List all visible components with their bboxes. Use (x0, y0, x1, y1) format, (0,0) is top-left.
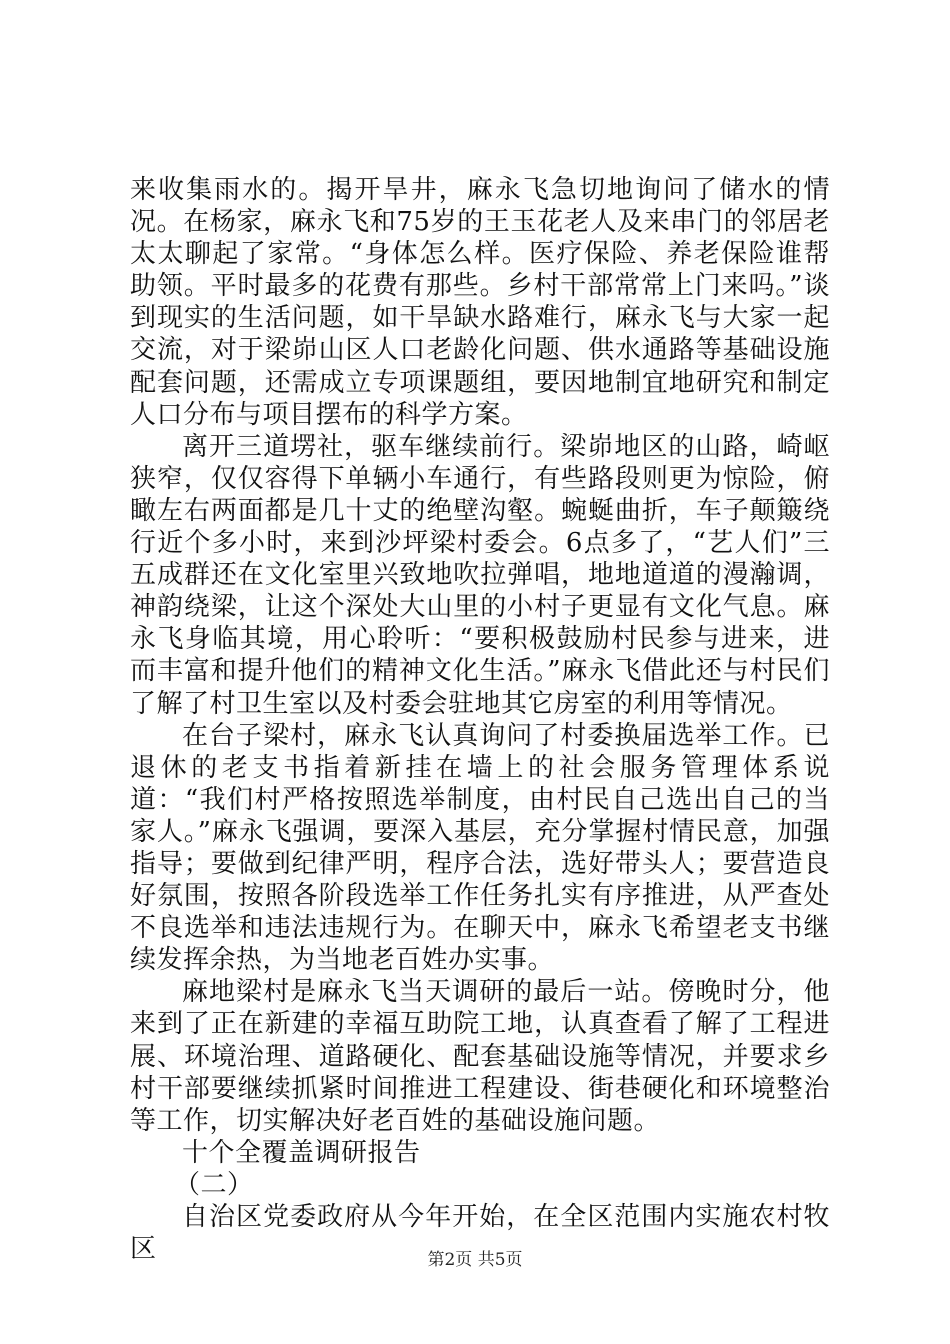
section-number: （二） (174, 1169, 254, 1200)
paragraph-1: 来收集雨水的。揭开旱井，麻永飞急切地询问了储水的情况。在杨家，麻永飞和75岁的王玉花老人及来串门的邻居老太太聊起了家常。“身体怎么样。医疗保险、养老保险谁帮助领。平时最多的花费有那些。乡村干部常常上门来吗。”谈到现实的生活问题，如干旱缺水路难行，麻永飞与大家一起交流，对于梁峁山区人口老龄化问题、供水通路等基础设施配套问题，还需成立专项课题组，要因地制宜地研究和制定人口分布与项目摆布的科学方案。 (130, 175, 830, 430)
section-title: 十个全覆盖调研报告 (182, 1137, 421, 1168)
paragraph-3: 在台子梁村，麻永飞认真询问了村委换届选举工作。已退休的老支书指着新挂在墙上的社会服务管理体系说道：“我们村严格按照选举制度，由村民自己选出自己的当家人。”麻永飞强调，要深入基层，充分掌握村情民意，加强指导；要做到纪律严明，程序合法，选好带头人；要营造良好氛围，按照各阶段选举工作任务扎实有序推进，从严查处不良选举和违法违规行为。在聊天中，麻永飞希望老支书继续发挥余热，为当地老百姓办实事。 (130, 720, 830, 976)
page-footer: 第2页 共5页 (427, 1250, 523, 1270)
closing-paragraph: 自治区党委政府从今年开始，在全区范围内实施农村牧区 (130, 1202, 830, 1265)
paragraph-4: 麻地梁村是麻永飞当天调研的最后一站。傍晚时分，他来到了正在新建的幸福互助院工地，认真查看了解了工程进展、环境治理、道路硬化、配套基础设施等情况，并要求乡村干部要继续抓紧时间推进工程建设、街巷硬化和环境整治等工作，切实解决好老百姓的基础设施问题。 (130, 977, 830, 1136)
document-body (130, 174, 830, 1265)
paragraph-2: 离开三道塄社，驱车继续前行。梁峁地区的山路，崎岖狭窄，仅仅容得下单辆小车通行，有些路段则更为惊险，俯瞰左右两面都是几十丈的绝壁沟壑。蜿蜒曲折，车子颠簸绕行近个多小时，来到沙坪梁村委会。6点多了，“艺人们”三五成群还在文化室里兴致地吹拉弹唱，地地道道的漫瀚调，神韵绕梁，让这个深处大山里的小村子更显有文化气息。麻永飞身临其境，用心聆听：“要积极鼓励村民参与进来，进而丰富和提升他们的精神文化生活。”麻永飞借此还与村民们了解了村卫生室以及村委会驻地其它房室的利用等情况。 (130, 431, 830, 719)
